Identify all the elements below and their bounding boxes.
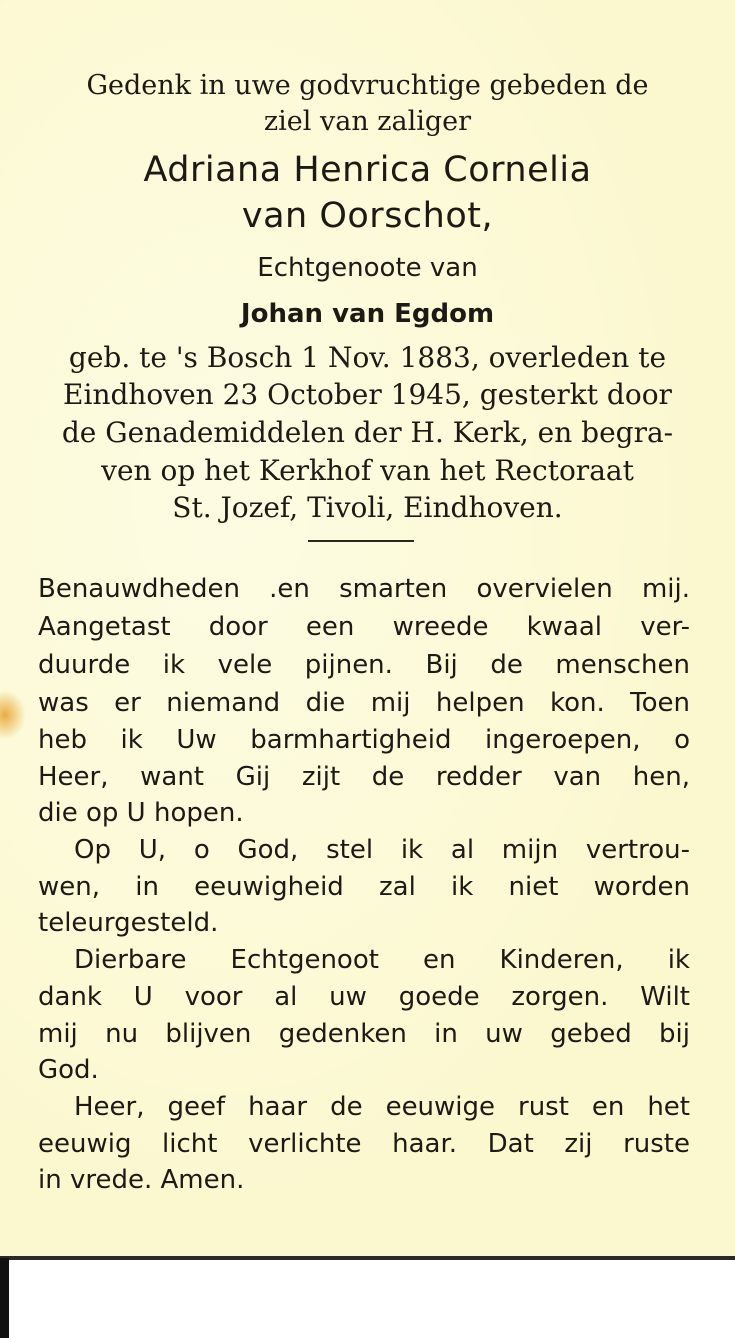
prayer-line-2: Aangetast door een wreede kwaal ver- <box>38 612 690 642</box>
prayer-line-15: Heer, geef haar de eeuwige rust en het <box>74 1092 690 1122</box>
biography-line-3: de Genademiddelen der H. Kerk, en begra- <box>61 416 674 449</box>
scan-left-edge <box>0 1258 9 1338</box>
biography-line-4: ven op het Kerkhof van het Rectoraat <box>101 454 634 487</box>
biography-line-5: St. Jozef, Tivoli, Eindhoven. <box>172 491 563 524</box>
divider-rule <box>308 540 414 542</box>
intro-line-2: ziel van zaliger <box>263 106 472 137</box>
prayer-line-5: heb ik Uw barmhartigheid ingeroepen, o <box>38 725 690 755</box>
prayer-line-11: Dierbare Echtgenoot en Kinderen, ik <box>74 945 690 975</box>
prayer-line-16: eeuwig licht verlichte haar. Dat zij ruste <box>38 1129 690 1159</box>
spouse-label: Echtgenoote van <box>257 253 478 283</box>
prayer-line-7: die op U hopen. <box>38 798 244 828</box>
prayer-line-14: God. <box>38 1055 99 1085</box>
spouse-name: Johan van Egdom <box>240 299 495 329</box>
prayer-line-10: teleurgesteld. <box>38 908 219 938</box>
intro-line-1: Gedenk in uwe godvruchtige gebeden de <box>86 70 649 101</box>
prayer-line-8: Op U, o God, stel ik al mijn vertrou- <box>74 835 690 865</box>
biography-line-1: geb. te 's Bosch 1 Nov. 1883, overleden te <box>68 341 667 374</box>
biography-line-2: Eindhoven 23 October 1945, gesterkt door <box>63 378 672 411</box>
prayer-line-3: duurde ik vele pijnen. Bij de menschen <box>38 650 690 680</box>
prayer-line-4: was er niemand die mij helpen kon. Toen <box>38 688 690 718</box>
prayer-line-12: dank U voor al uw goede zorgen. Wilt <box>38 982 690 1012</box>
prayer-line-17: in vrede. Amen. <box>38 1165 245 1195</box>
prayer-line-9: wen, in eeuwigheid zal ik niet worden <box>38 872 690 902</box>
card-bottom-edge <box>0 1256 735 1260</box>
deceased-name-line-1: Adriana Henrica Cornelia <box>143 150 592 190</box>
prayer-line-1: Benauwdheden .en smarten overvielen mij. <box>38 574 690 604</box>
prayer-line-6: Heer, want Gij zijt de redder van hen, <box>38 762 690 792</box>
deceased-name-line-2: van Oorschot, <box>241 196 494 236</box>
age-stain <box>0 690 26 740</box>
prayer-line-13: mij nu blijven gedenken in uw gebed bij <box>38 1019 690 1049</box>
